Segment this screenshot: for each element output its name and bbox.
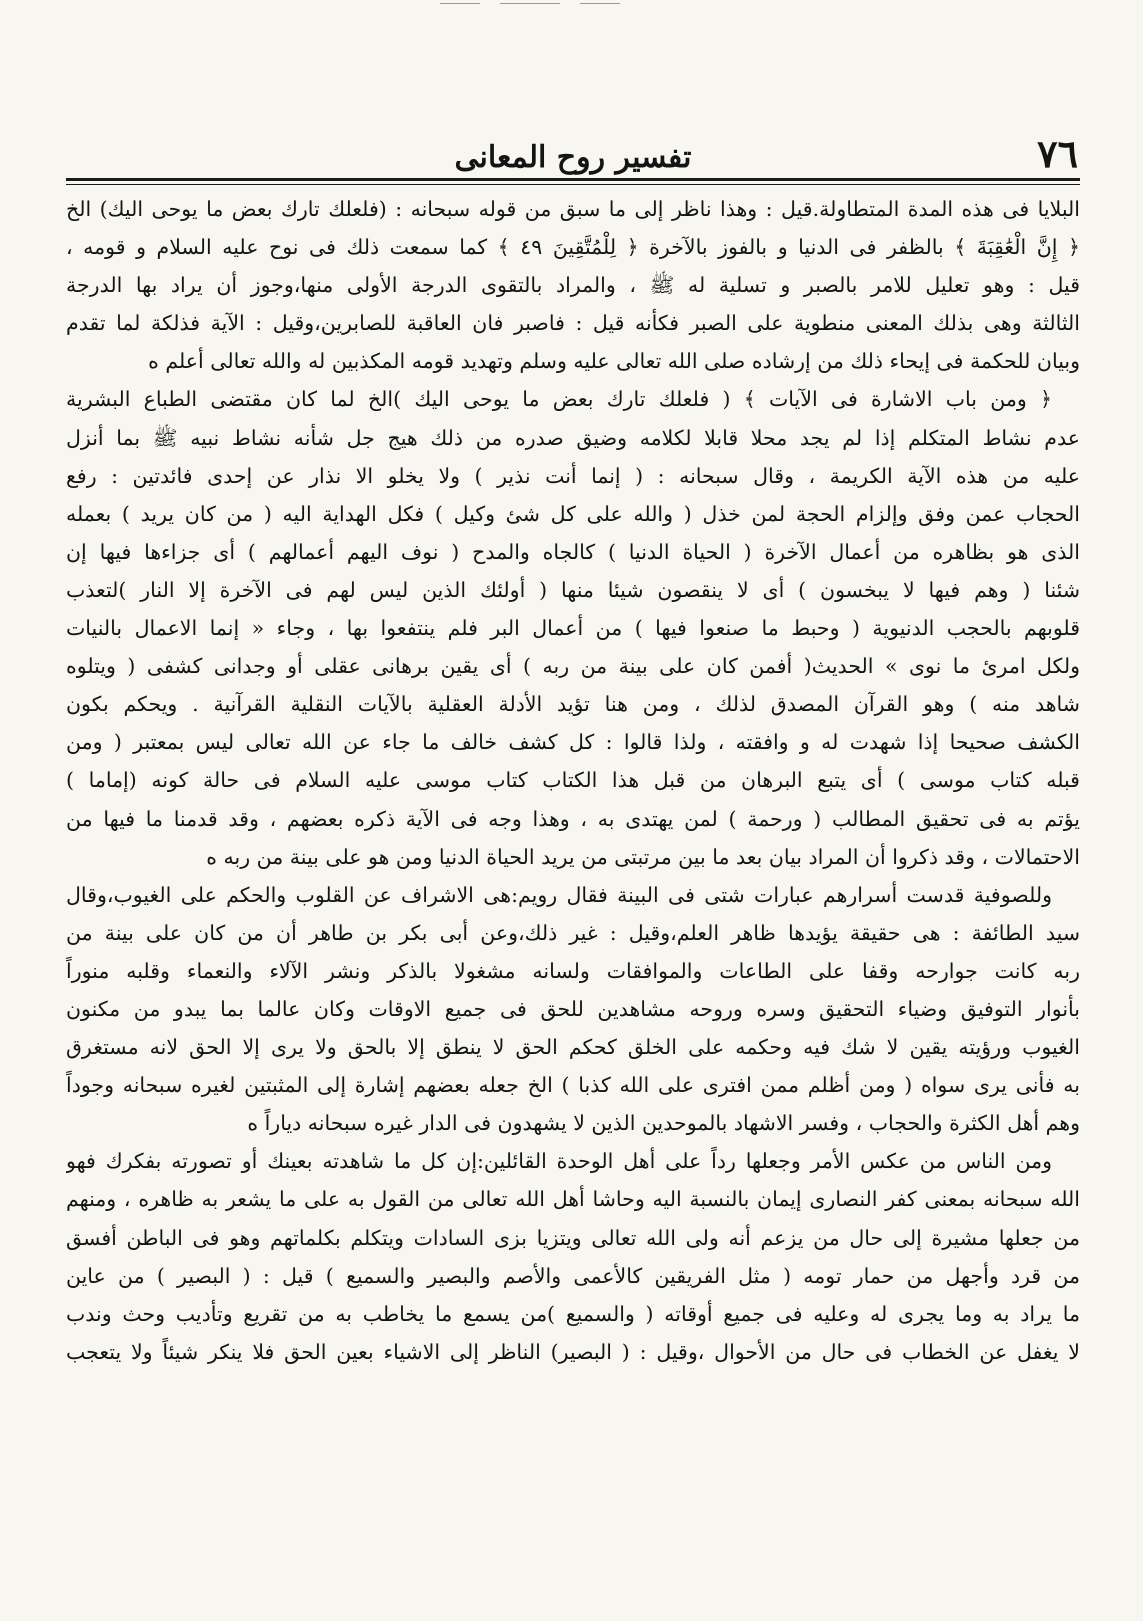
text-line: الغيوب ورؤيته يقين لا شك فيه وحكمه على الخلق كحكم الحق لا ينطق إلا بالحق ولا يرى إلا الحق لانه مستغرق (66, 1035, 1080, 1060)
text-line: ﴿ ومن باب الاشارة فى الآيات ﴾ ( فلعلك تارك بعض ما يوحى اليك )الخ لما كان مقتضى الطباع البشرية (66, 387, 1052, 412)
text-line: الكشف صحيحا إذا شهدت له و وافقته ، ولذا قالوا : كل كشف خالف ما جاء عن الله تعالى ليس بمعتبر ( ومن (66, 730, 1080, 755)
text-line: الحجاب عمن وفق وإلزام الحجة لمن خذل ( والله على كل شئ وكيل ) فكل الهداية اليه ( من كان يريد ) بعمله (66, 501, 1080, 526)
text-line: بأنوار التوفيق وضياء التحقيق وسره وروحه مشاهدين للحق فى جميع الاوقات وكان عالما بما يبدو من مكنون (66, 996, 1080, 1021)
text-line: من قرد وأجهل من حمار تومه ( مثل الفريقين كالأعمى والأصم والبصير والسميع ) قيل : ( البصير ) من عاين (66, 1263, 1080, 1288)
book-title: تفسير روح المعانى (454, 140, 692, 175)
text-line: به فأنى يرى سواه ( ومن أظلم ممن افترى على الله كذبا ) الخ جعله بعضهم إشارة إلى المثبتين لغيره سبحانه وجوداً (66, 1073, 1080, 1098)
text-line: شئنا ( وهم فيها لا يبخسون ) أى لا ينقصون شيئا منها ( أولئك الذين ليس لهم فى الآخرة إلا النار )لتعذب (66, 577, 1080, 602)
text-line: الثالثة وهى بذلك المعنى منطوية على الصبر فكأنه قيل : فاصبر فان العاقبة للصابرين،وقيل : الآية فذلكة لما تقدم (66, 311, 1080, 336)
text-line: قلوبهم بالحجب الدنيوية ( وحبط ما صنعوا فيها ) من أعمال البر فلم ينتفعوا بها ، وجاء « إنما الاعمال بالنيات (66, 616, 1080, 641)
text-line: ولكل امرئ ما نوى » الحديث( أفمن كان على بينة من ربه ) أى يقين برهانى عقلى أو وجدانى كشفى ( ويتلوه (66, 654, 1080, 679)
text-line: البلايا فى هذه المدة المتطاولة.قيل : وهذا ناظر إلى ما سبق من قوله سبحانه : (فلعلك تارك بعض ما يوحى اليك) الخ (66, 197, 1080, 221)
text-line: ما يراد به وما يجرى له وعليه فى جميع أوقاته ( والسميع )من يسمع ما يخاطب به من تقريع وتأديب وحث وندب (66, 1301, 1080, 1326)
text-line: ومن الناس من عكس الأمر وجعلها رداً على أهل الوحدة القائلين:إن كل ما شاهدته بعينك أو تصورته بفكرك فهو (66, 1149, 1052, 1174)
text-line: وللصوفية قدست أسرارهم عبارات شتى فى البينة فقال رويم:هى الاشراف عن القلوب والحكم على الغيوب،وقال (66, 882, 1052, 907)
text-line: من جعلها مشيرة إلى حال من يزعم أنه ولى الله تعالى ويتزيا بزى السادات ويتكلم بكلماتهم وهو فى الباطن أفسق (66, 1225, 1080, 1250)
text-line: الذى هو بظاهره من أعمال الآخرة ( الحياة الدنيا ) كالجاه والمدح ( نوف اليهم أعمالهم ) أى جزاءها فيها إن (66, 539, 1080, 564)
text-line: قبله كتاب موسى ) أى يتبع البرهان من قبل هذا الكتاب كتاب موسى عليه السلام فى حالة كونه (إماما ) (66, 768, 1080, 793)
text-line: سيد الطائفة : هى حقيقة يؤيدها ظاهر العلم،وقيل : غير ذلك،وعن أبى بكر بن طاهر أن من كان على بينة من (66, 920, 1080, 945)
text-line: لا يغفل عن الخطاب فى حال من الأحوال ،وقيل : ( البصير) الناظر إلى الاشياء بعين الحق فلا ينكر شيئاً ولا يتعجب (66, 1339, 1080, 1364)
body-text (66, 190, 1080, 1371)
header-rule-thin (66, 184, 1080, 185)
text-line: الله سبحانه بمعنى كفر النصارى إيمان بالنسبة اليه وحاشا أهل الله تعالى من القول به على ما يشعر به ظاهره ، ومنهم (66, 1187, 1080, 1212)
page-header (68, 131, 1078, 178)
top-edge-marks (430, 0, 690, 8)
text-line: ربه كانت جوارحه وقفا على الطاعات والموافقات ولسانه مشغولا بالذكر ونشر الآلاء والنعماء وقلبه منوراً (66, 958, 1080, 983)
page-number: ٧٦ (1037, 131, 1078, 176)
text-line: يؤتم به فى تحقيق المطالب ( ورحمة ) لمن يهتدى به ، وهذا وجه فى الآية ذكره بعضهم ، وقد قدمنا ما فيها من (66, 806, 1080, 831)
text-line: ﴿ إِنَّ الْعَٰقِبَةَ ﴾ بالظفر فى الدنيا و بالفوز بالآخرة ﴿ لِلْمُتَّقِينَ ٤٩ ﴾ كما سمعت ذلك فى نوح عليه السلام و قومه ، (66, 235, 1080, 260)
text-line: وبيان للحكمة فى إيحاء ذلك من إرشاده صلى الله تعالى عليه وسلم وتهديد قومه المكذبين له والله تعالى أعلم ه (148, 349, 1080, 374)
text-line: وهم أهل الكثرة والحجاب ، وفسر الاشهاد بالموحدين الذين لا يشهدون فى الدار غيره سبحانه دياراً ه (247, 1111, 1080, 1136)
text-line: الاحتمالات ، وقد ذكروا أن المراد بيان بعد ما بين مرتبتى من يريد الحياة الدنيا ومن هو على بينة من ربه ه (206, 844, 1080, 869)
text-line: عليه من هذه الآية الكريمة ، وقال سبحانه : ( إنما أنت نذير ) ولا يخلو الا نذار عن إحدى فائدتين : رفع (66, 463, 1080, 488)
header-rule (66, 178, 1080, 181)
text-line: عدم نشاط المتكلم إذا لم يجد محلا قابلا لكلامه وضيق صدره من ذلك هيج جل شأنه نشاط نبيه ﷺ بما أنزل (66, 425, 1080, 450)
text-line: قيل : وهو تعليل للامر بالصبر و تسلية له ﷺ ، والمراد بالتقوى الدرجة الأولى منها،وجوز أن يراد بها الدرجة (66, 273, 1080, 298)
text-line: شاهد منه ) وهو القرآن المصدق لذلك ، ومن هنا تؤيد الأدلة العقلية بالآيات النقلية القرآنية . ويحكم بكون (66, 692, 1080, 717)
